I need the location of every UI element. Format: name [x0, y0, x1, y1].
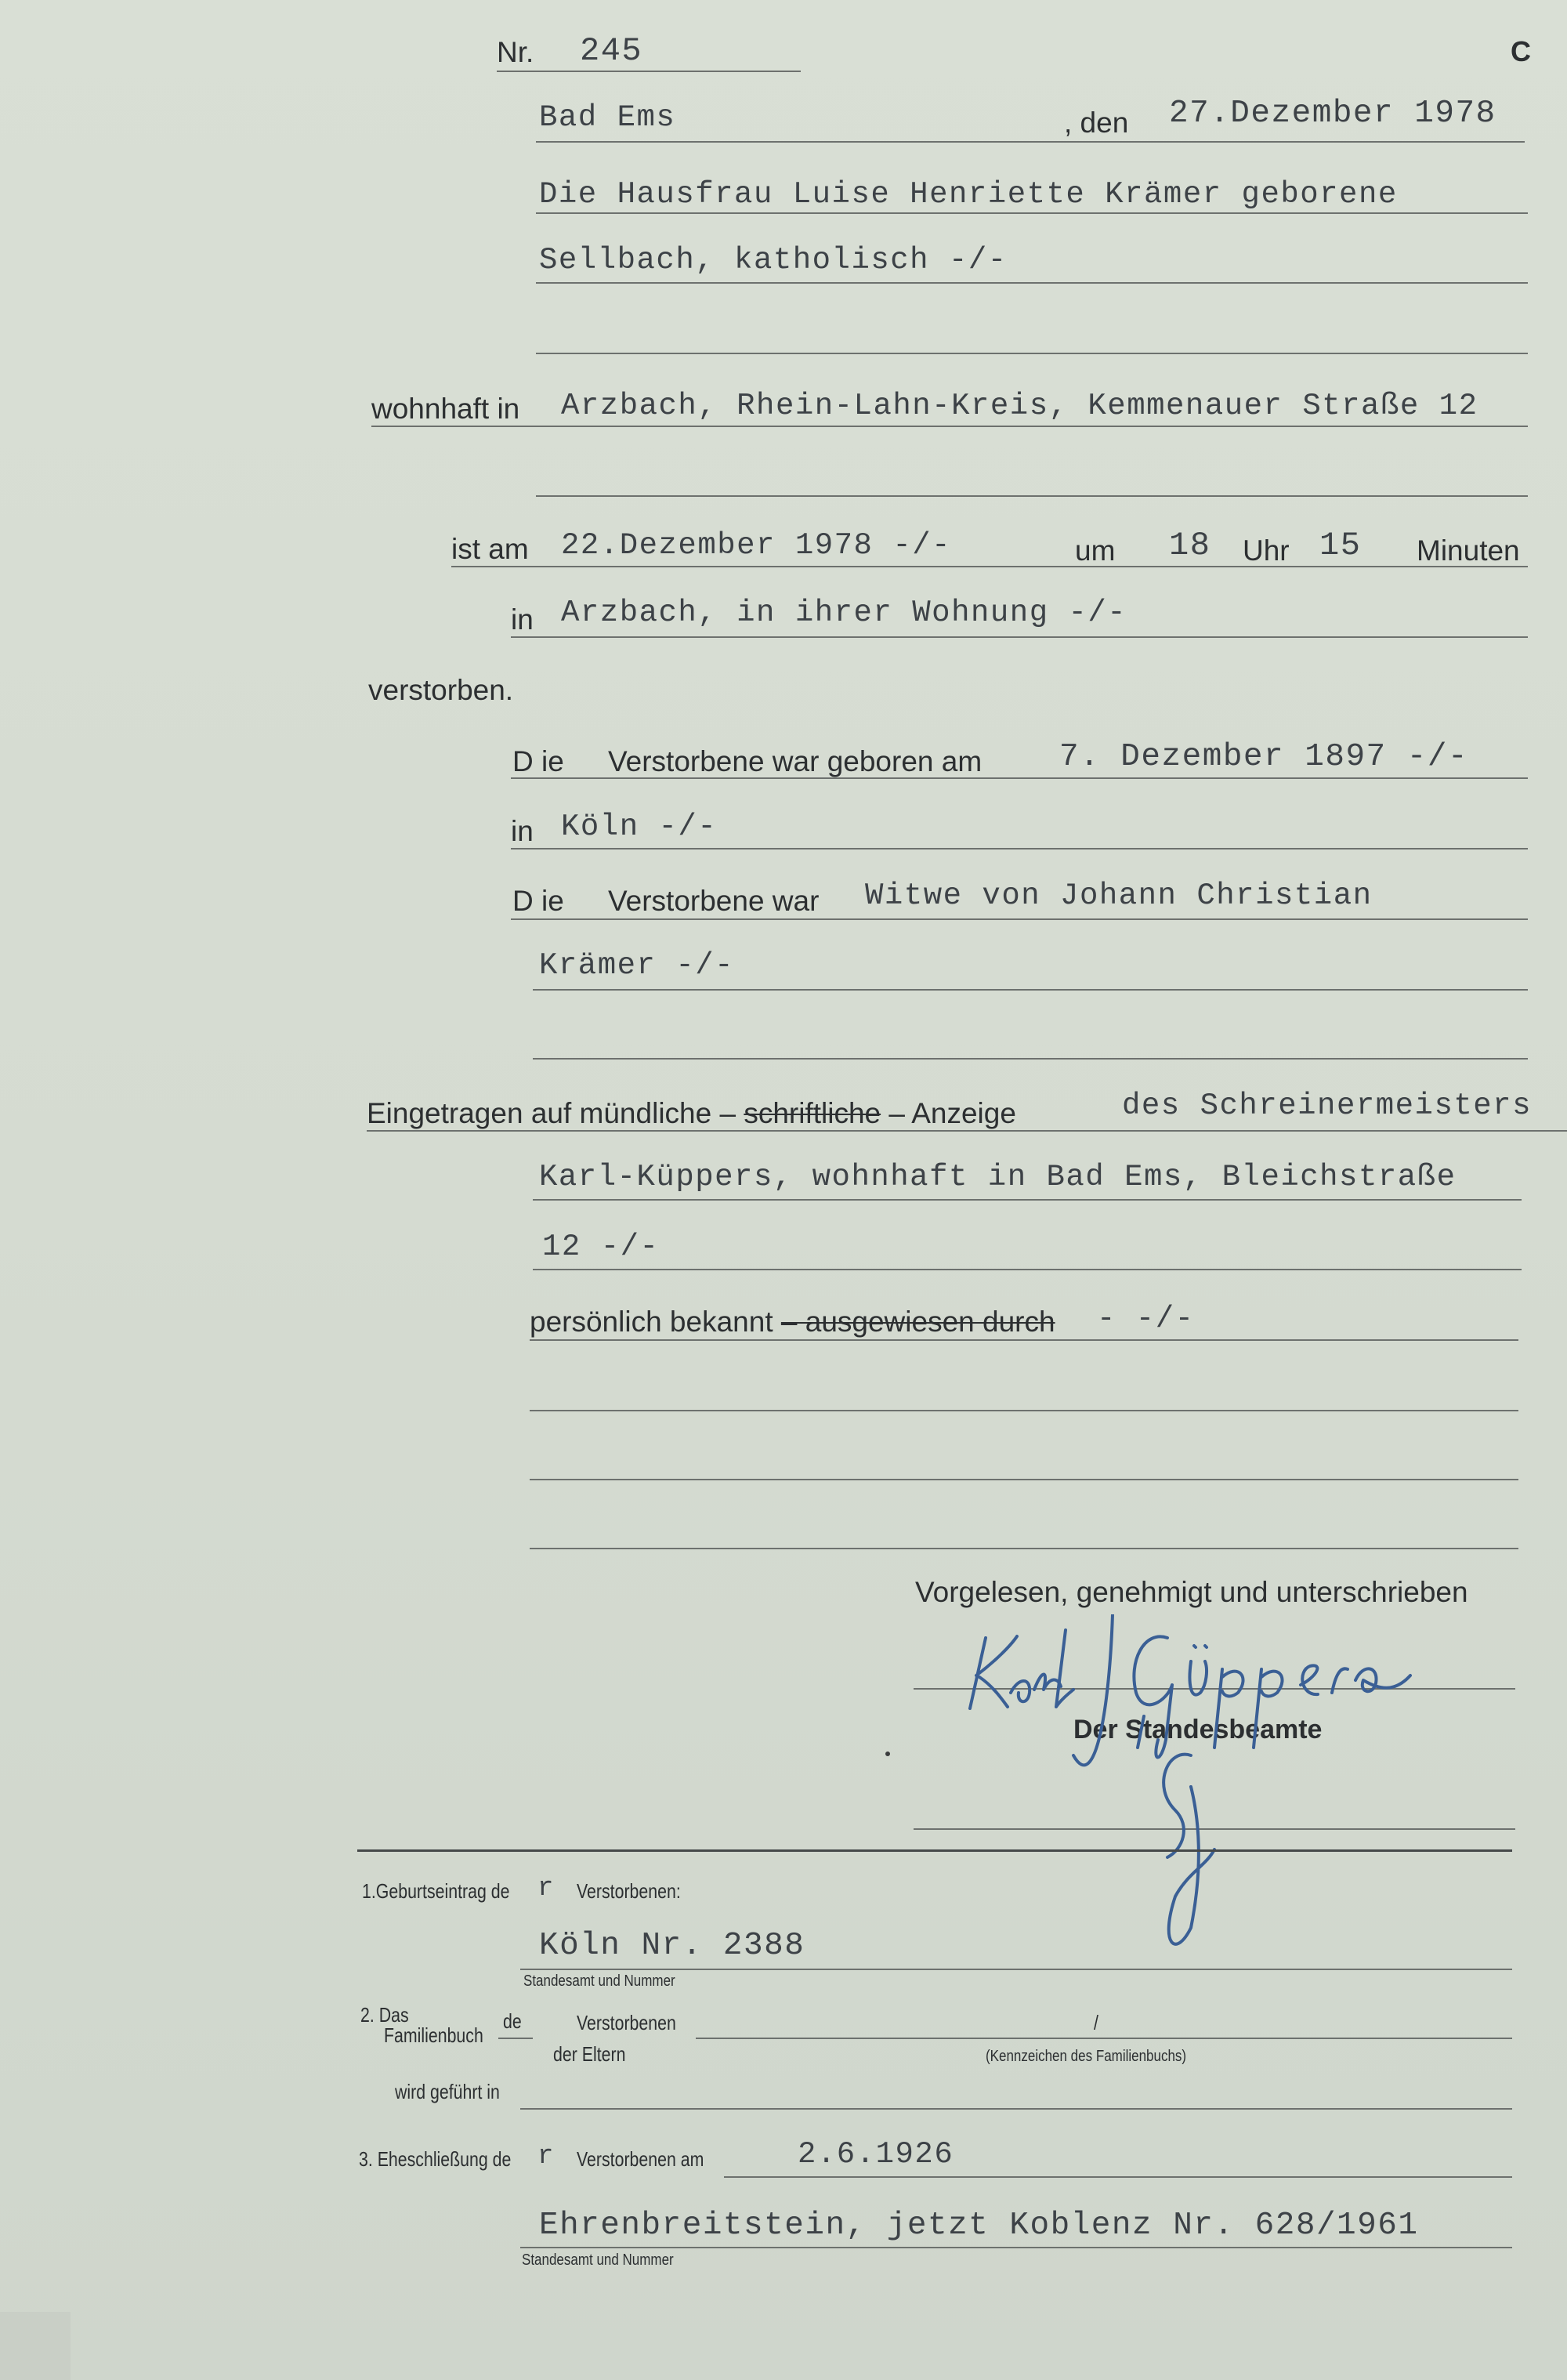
f3-letter: r	[537, 2142, 555, 2172]
struck-schriftliche: schriftliche	[744, 1097, 881, 1129]
marital-blank-rule	[533, 1058, 1528, 1060]
informant-rule-3	[533, 1269, 1522, 1270]
birth-prefix: D ie	[512, 745, 564, 777]
person-line-2: Sellbach, katholisch -/-	[539, 243, 1008, 277]
person-line-2-rule	[536, 282, 1528, 284]
marital-rule-1	[511, 918, 1528, 920]
den-label: , den	[1064, 107, 1129, 139]
informant-rule-2	[533, 1199, 1522, 1201]
blank-rule-a	[530, 1410, 1518, 1411]
f3-standesamt-label: Standesamt und Nummer	[522, 2251, 674, 2269]
footer-separator	[357, 1849, 1512, 1852]
birth-place-rule	[511, 848, 1528, 849]
f1-label: 1.Geburtseintrag de	[362, 1879, 510, 1903]
f2-eltern: der Eltern	[553, 2042, 626, 2066]
f3-rule	[724, 2176, 1512, 2178]
death-minutes: 15	[1319, 527, 1362, 564]
f1-value: Köln Nr. 2388	[539, 1928, 805, 1964]
marital-rule-2	[533, 989, 1528, 991]
death-in-label: in	[511, 603, 534, 636]
person-line-1-rule	[536, 212, 1528, 214]
death-hour: 18	[1169, 527, 1211, 564]
f3-suffix: Verstorbenen am	[577, 2147, 704, 2171]
death-place-rule	[511, 636, 1528, 638]
f2-familienbuch: Familienbuch	[384, 2023, 483, 2047]
f3-date: 2.6.1926	[798, 2137, 954, 2172]
um-label: um	[1075, 534, 1116, 567]
residence-label: wohnhaft in	[371, 393, 520, 425]
death-date: 22.Dezember 1978 -/-	[561, 528, 952, 563]
registration-rule	[367, 1130, 1567, 1132]
blank-rule-b	[530, 1479, 1518, 1480]
f2-verstorbenen: Verstorbenen	[577, 2011, 676, 2034]
residence-value: Arzbach, Rhein-Lahn-Kreis, Kemmenauer Straße 12	[561, 389, 1478, 423]
f1-standesamt-label: Standesamt und Nummer	[523, 1972, 675, 1990]
birth-date: 7. Dezember 1897 -/-	[1059, 739, 1469, 775]
registry-date: 27.Dezember 1978	[1169, 96, 1496, 132]
ink-dot	[885, 1751, 890, 1756]
scan-edge	[0, 2312, 71, 2380]
birth-label: Verstorbene war geboren am	[608, 745, 983, 777]
marital-label: Verstorbene war	[608, 885, 820, 917]
birth-in-label: in	[511, 815, 534, 847]
known-suffix: - -/-	[1097, 1302, 1195, 1336]
f1-letter: r	[537, 1874, 555, 1904]
entry-number: 245	[580, 32, 643, 70]
known-label: persönlich bekannt – ausgewiesen durch	[530, 1306, 1055, 1338]
f1-rule	[520, 1969, 1512, 1970]
nr-label: Nr.	[497, 36, 534, 68]
official-label: Der Standesbeamte	[1073, 1715, 1323, 1744]
nr-line	[497, 71, 801, 72]
f3-label: 3. Eheschließung de	[359, 2147, 512, 2171]
f2-slash: /	[1094, 2011, 1098, 2034]
f3-value-rule	[520, 2247, 1512, 2248]
marital-value-2: Krämer -/-	[539, 948, 735, 983]
uhr-label: Uhr	[1243, 534, 1290, 567]
f2-kennzeichen: (Kennzeichen des Familienbuchs)	[986, 2048, 1187, 2065]
informant-line-1: des Schreinermeisters	[1122, 1089, 1532, 1123]
ist-am-label: ist am	[451, 533, 529, 565]
residence-blank-rule	[536, 495, 1528, 497]
marital-value-1: Witwe von Johann Christian	[865, 878, 1373, 913]
f2-de-rule	[498, 2038, 533, 2039]
f2-de: de	[503, 2009, 522, 2033]
f2-num: 2. Das	[360, 2003, 409, 2027]
f2-gefuehrt-rule	[520, 2108, 1512, 2110]
residence-rule	[371, 426, 1528, 427]
person-line-1: Die Hausfrau Luise Henriette Krämer geborene	[539, 177, 1398, 212]
known-rule	[530, 1339, 1518, 1341]
f2-rule	[696, 2038, 1512, 2039]
informant-line-3: 12 -/-	[542, 1230, 660, 1264]
person-blank-rule	[536, 353, 1528, 354]
registry-place: Bad Ems	[539, 100, 676, 135]
f2-gefuehrt: wird geführt in	[395, 2080, 500, 2103]
death-place: Arzbach, in ihrer Wohnung -/-	[561, 596, 1127, 630]
informant-line-2: Karl-Küppers, wohnhaft in Bad Ems, Bleichstraße	[539, 1160, 1457, 1194]
form-letter: C	[1511, 35, 1531, 67]
verstorben-label: verstorben.	[368, 674, 514, 706]
minuten-label: Minuten	[1417, 534, 1520, 567]
birth-date-rule	[511, 777, 1528, 779]
death-date-rule	[451, 566, 1528, 567]
marital-prefix: D ie	[512, 885, 564, 917]
registration-label: Eingetragen auf mündliche – schriftliche – Anzeige	[367, 1097, 1016, 1129]
struck-ausgewiesen: – ausgewiesen durch	[780, 1306, 1055, 1338]
blank-rule-c	[530, 1548, 1518, 1549]
f3-value: Ehrenbreitstein, jetzt Koblenz Nr. 628/1961	[539, 2208, 1419, 2244]
f1-suffix: Verstorbenen:	[577, 1879, 681, 1903]
read-approved-label: Vorgelesen, genehmigt und unterschrieben	[915, 1576, 1468, 1608]
header-line	[536, 141, 1525, 143]
birth-place: Köln -/-	[561, 810, 718, 844]
signature-informant	[956, 1614, 1457, 1983]
